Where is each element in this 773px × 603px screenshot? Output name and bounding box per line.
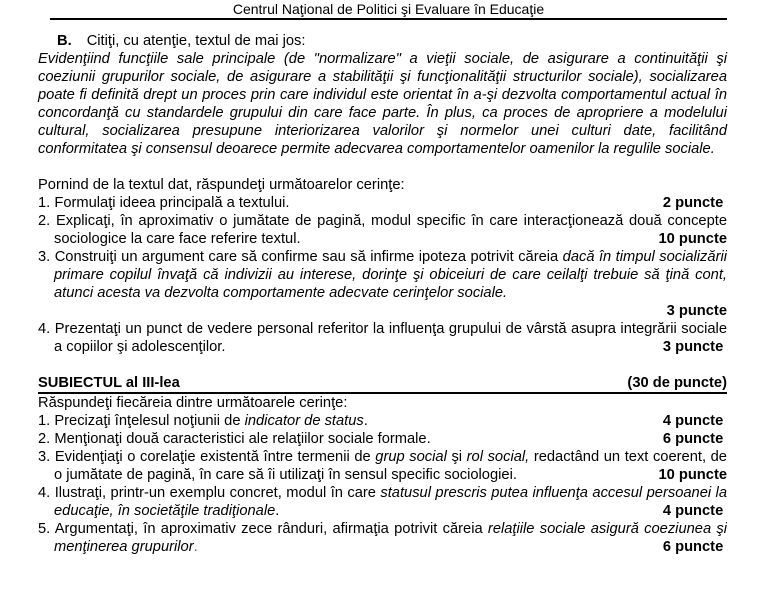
requirement-item-b2 (38, 212, 727, 248)
item-text: . (363, 413, 368, 429)
item-number: 2. (38, 431, 51, 447)
subject-3-total-points: (30 de puncte) (627, 375, 727, 391)
item-number: 3. (38, 249, 51, 265)
item-number: 2. (38, 213, 51, 229)
item-text: Precizaţi înţelesul noţiunii de (54, 413, 245, 429)
item-text: . (275, 503, 280, 519)
part-b-label: B. (57, 33, 72, 49)
item-text-italic: indicator de status (244, 413, 364, 429)
item-number: 1. (38, 413, 51, 429)
page-header (50, 2, 727, 20)
item-text-italic: relaţiile sociale asigură coeziunea şi menţinerea grupurilor (54, 521, 727, 555)
item-text: Menţionaţi două caracteristici ale relaţiilor sociale formale. (54, 431, 431, 447)
item-number: 5. (38, 521, 51, 537)
requirement-item-s3-2 (38, 430, 727, 448)
item-text: Explicaţi, în aproximativ o jumătate de pagină, modul specific în care interacţionează două concepte sociologice la care face referire textul. (54, 213, 727, 247)
item-text: Ilustraţi, printr-un exemplu concret, modul în care (54, 485, 381, 501)
item-text-italic: statusul prescris putea influenţa accesul persoanei la educaţie, în societăţile tradiţionale (54, 485, 727, 519)
requirement-item-b1 (38, 194, 727, 212)
points-label: 10 puncte (658, 231, 727, 247)
header-institution: Centrul Naţional de Politici şi Evaluare în Educaţie (232, 1, 545, 17)
subject-3-heading (38, 374, 727, 394)
requirement-item-b4 (38, 320, 727, 356)
item-text: Prezentaţi un punct de vedere personal referitor la influenţa grupului de vârstă asupra integrării sociale a copiilor şi adolescenţilor. (54, 321, 727, 355)
requirement-item-s3-1 (38, 412, 727, 430)
points-label: 4 puncte (662, 413, 724, 429)
item-number: 3. (38, 449, 51, 465)
subject-3-title: SUBIECTUL al III-lea (38, 375, 180, 391)
requirement-item-s3-3 (38, 448, 727, 484)
item-text: Formulaţi ideea principală a textului. (54, 195, 290, 211)
points-label: 10 puncte (658, 467, 727, 483)
spacer (38, 158, 727, 176)
item-text: şi (446, 449, 467, 465)
subject-3-prompt: Răspundeţi fiecăreia dintre următoarele cerinţe: (38, 395, 348, 411)
requirement-item-s3-4 (38, 484, 727, 520)
item-number: 4. (38, 321, 51, 337)
spacer (38, 356, 727, 374)
requirement-item-b3 (38, 248, 727, 320)
points-label: 6 puncte (662, 431, 724, 447)
item-text: redactând un text coerent, de o jumătate de pagină, în care să îi utilizaţi în sensul specific sociologiei. (54, 449, 727, 483)
points-label: 3 puncte (662, 339, 724, 355)
part-b-heading (38, 32, 727, 50)
item-number: 1. (38, 195, 51, 211)
item-text-italic: dacă în timpul socializării primare copilul învaţă că indivizii au interese, dorinţe şi obiceiuri de care ceilalţi trebuie să ţină cont, atunci acesta va dezvolta comportamente adecvate cerinţelor sociale. (54, 249, 727, 301)
points-label: 6 puncte (662, 539, 724, 555)
item-text: Construiţi un argument care să confirme sau să infirme ipoteza potrivit căreia (54, 249, 563, 265)
points-label: 4 puncte (662, 503, 724, 519)
item-text-italic: grup social (375, 449, 447, 465)
requirement-item-s3-5 (38, 520, 727, 556)
part-b-prompt: Pornind de la textul dat, răspundeţi următoarelor cerinţe: (38, 177, 405, 193)
item-number: 4. (38, 485, 51, 501)
item-text: Argumentaţi, în aproximativ zece rânduri, afirmaţia potrivit căreia (54, 521, 488, 537)
points-label: 2 puncte (662, 195, 724, 211)
item-text-italic: rol social, (466, 449, 530, 465)
quote-paragraph: Evidenţiind funcţiile sale principale (de "normalizare" a vieţii sociale, de asigurare a continuităţii şi coeziunii grupurilor sociale, de asigurare a stabilităţii şi funcţionalităţii structurilor sociale), socializarea poate fi definită drept un proces prin care individul este orientat în a-şi dezvolta comportamentul actual în concordanţă cu standardele grupului din care face parte. În plus, ca proces de apropriere a modelului cultural, socializarea presupune interiorizarea valorilor şi normelor unei culturi date, facilitând conformitatea şi consensul deoarece permite adecvarea comportamentelor oamenilor la regulile sociale. (38, 51, 727, 157)
part-b-instruction: Citiţi, cu atenţie, textul de mai jos: (86, 33, 306, 49)
final-period-red: . (193, 539, 198, 555)
points-label: 3 puncte (666, 303, 727, 319)
item-text: Evidenţiaţi o corelaţie existentă între termenii de (54, 449, 376, 465)
